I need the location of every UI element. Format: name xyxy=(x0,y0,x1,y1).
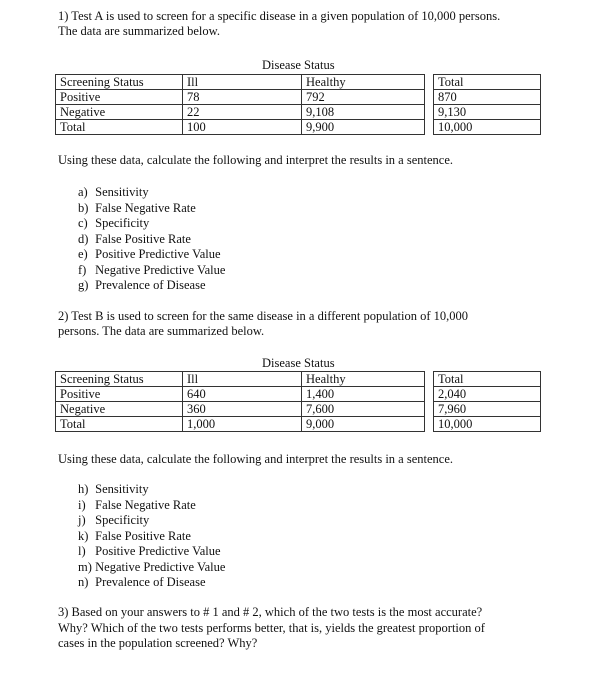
list-item xyxy=(78,201,225,217)
item-marker: c) xyxy=(78,216,88,230)
list-item xyxy=(78,498,225,514)
q3-line2: Why? Which of the two tests performs better, that is, yields the greatest proportion of xyxy=(58,621,485,635)
table-row xyxy=(56,75,541,90)
item-label: Specificity xyxy=(95,513,150,527)
q1-instruction: Using these data, calculate the following and interpret the results in a sentence. xyxy=(58,153,454,167)
table-cell: 10,000 xyxy=(434,417,541,432)
list-item xyxy=(78,560,225,576)
table-cell: 870 xyxy=(434,90,541,105)
item-label: Negative Predictive Value xyxy=(95,262,226,277)
item-label: False Positive Rate xyxy=(95,528,191,543)
table-cell: 9,900 xyxy=(302,120,425,135)
table-row xyxy=(56,402,541,417)
item-marker: i) xyxy=(78,497,86,512)
list-item xyxy=(78,482,225,498)
table-header-cell: Total xyxy=(434,372,541,387)
q3-line3: cases in the population screened? Why? xyxy=(58,636,258,650)
list-item xyxy=(78,216,225,232)
table-cell: Total xyxy=(56,120,183,135)
list-item xyxy=(78,575,225,591)
list-item xyxy=(78,278,225,294)
item-marker: f) xyxy=(78,262,87,277)
table-row xyxy=(56,120,541,135)
table-header-cell: Healthy xyxy=(302,372,425,387)
item-marker: j) xyxy=(78,513,86,527)
list-item xyxy=(78,544,225,560)
table-row xyxy=(56,105,541,120)
q2-instruction: Using these data, calculate the following and interpret the results in a sentence. xyxy=(58,452,454,466)
table-cell: Positive xyxy=(56,387,183,402)
item-marker: a) xyxy=(78,185,88,199)
table-cell: 1,000 xyxy=(183,417,302,432)
table-gap xyxy=(425,372,434,387)
item-label: Positive Predictive Value xyxy=(95,544,221,558)
list-item xyxy=(78,263,225,279)
table-cell: 640 xyxy=(183,387,302,402)
q1-disease-status: Disease Status xyxy=(262,58,335,72)
table-cell: 9,000 xyxy=(302,417,425,432)
list-item xyxy=(78,529,225,545)
table-cell: 9,130 xyxy=(434,105,541,120)
table-cell: 100 xyxy=(183,120,302,135)
item-label: False Positive Rate xyxy=(95,231,191,246)
table-cell: 1,400 xyxy=(302,387,425,402)
item-marker: n) xyxy=(78,575,89,589)
item-marker: l) xyxy=(78,544,86,558)
item-marker: h) xyxy=(78,482,89,496)
q1-intro-line2: The data are summarized below. xyxy=(58,24,220,38)
table-cell: 792 xyxy=(302,90,425,105)
table-cell: 7,600 xyxy=(302,402,425,417)
table-cell: 360 xyxy=(183,402,302,417)
table-gap xyxy=(425,75,434,90)
table-gap xyxy=(425,417,434,432)
table-header-cell: Screening Status xyxy=(56,372,183,387)
list-item xyxy=(78,513,225,529)
q1-intro-line1: 1) Test A is used to screen for a specific disease in a given population of 10,000 persons. xyxy=(58,9,501,23)
item-marker: g) xyxy=(78,278,89,292)
table-gap xyxy=(425,387,434,402)
item-label: Sensitivity xyxy=(95,482,149,496)
item-label: Prevalence of Disease xyxy=(95,278,206,292)
item-marker: b) xyxy=(78,200,89,215)
item-marker: d) xyxy=(78,231,89,246)
q2-disease-status: Disease Status xyxy=(262,356,335,370)
item-label: Specificity xyxy=(95,216,150,230)
table-row xyxy=(56,372,541,387)
list-item xyxy=(78,185,225,201)
item-label: Negative Predictive Value xyxy=(95,559,226,574)
table-header-cell: Ill xyxy=(183,372,302,387)
table-header-cell: Ill xyxy=(183,75,302,90)
table-cell: 78 xyxy=(183,90,302,105)
table-row xyxy=(56,417,541,432)
q1-item-list xyxy=(78,185,225,294)
table-gap xyxy=(425,402,434,417)
list-item xyxy=(78,247,225,263)
item-label: False Negative Rate xyxy=(95,497,196,512)
table-header-cell: Healthy xyxy=(302,75,425,90)
table-header-cell: Screening Status xyxy=(56,75,183,90)
table-row xyxy=(56,387,541,402)
q2-data-table xyxy=(55,371,541,432)
table-cell: Total xyxy=(56,417,183,432)
table-cell: 2,040 xyxy=(434,387,541,402)
table-gap xyxy=(425,105,434,120)
item-marker: k) xyxy=(78,528,89,543)
item-marker: e) xyxy=(78,247,88,261)
q1-data-table xyxy=(55,74,541,135)
q2-item-list xyxy=(78,482,225,591)
table-cell: 22 xyxy=(183,105,302,120)
table-cell: 9,108 xyxy=(302,105,425,120)
table-cell: 7,960 xyxy=(434,402,541,417)
item-label: False Negative Rate xyxy=(95,200,196,215)
list-item xyxy=(78,232,225,248)
table-row xyxy=(56,90,541,105)
item-label: Sensitivity xyxy=(95,185,149,199)
item-label: Positive Predictive Value xyxy=(95,247,221,261)
item-marker: m) xyxy=(78,559,92,574)
table-header-cell: Total xyxy=(434,75,541,90)
table-cell: Negative xyxy=(56,402,183,417)
table-cell: Positive xyxy=(56,90,183,105)
table-cell: 10,000 xyxy=(434,120,541,135)
q2-intro-line2: persons. The data are summarized below. xyxy=(58,324,265,338)
q3-line1: 3) Based on your answers to # 1 and # 2, which of the two tests is the most accurate? xyxy=(58,605,483,619)
item-label: Prevalence of Disease xyxy=(95,575,206,589)
q2-intro-line1: 2) Test B is used to screen for the same disease in a different population of 10,000 xyxy=(58,309,469,323)
table-cell: Negative xyxy=(56,105,183,120)
table-gap xyxy=(425,120,434,135)
table-gap xyxy=(425,90,434,105)
